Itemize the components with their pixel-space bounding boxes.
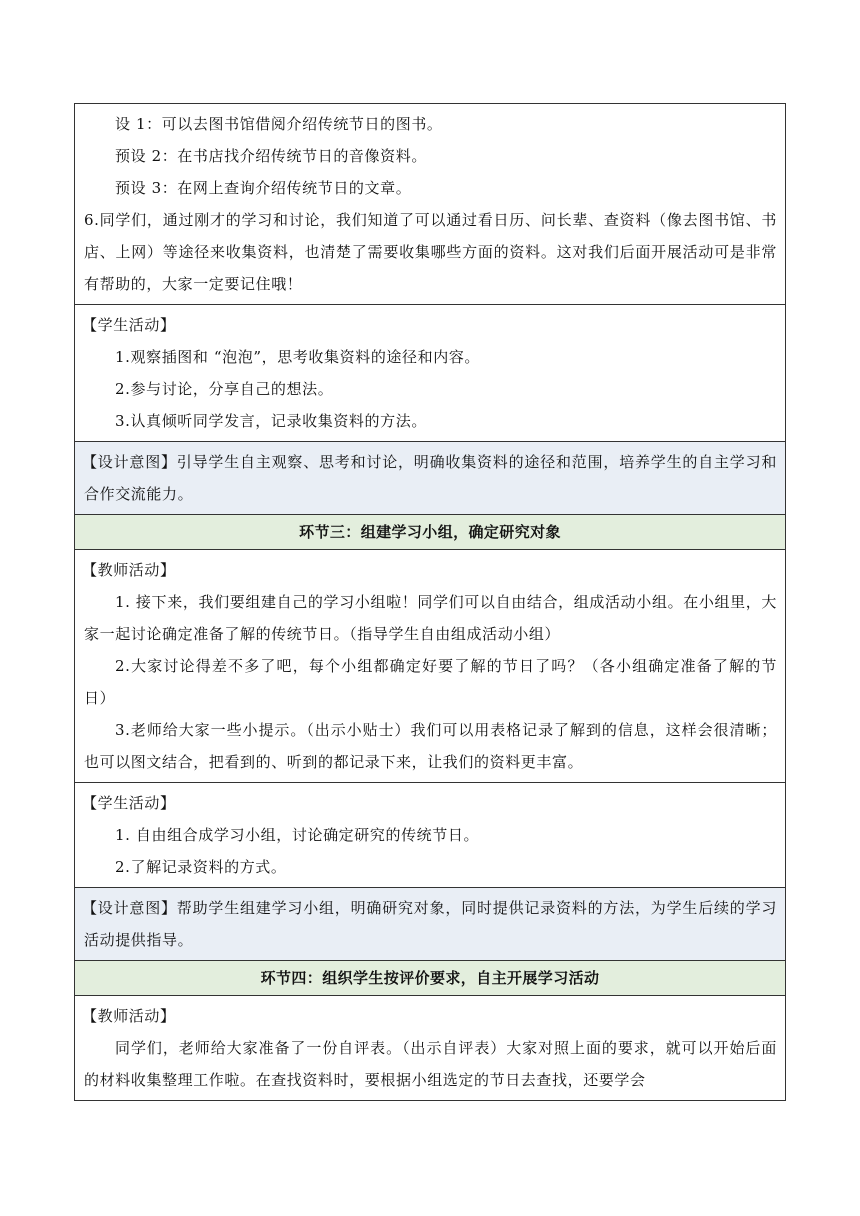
- student-activity-section-3: [75, 783, 785, 888]
- teacher-activity-section-4: [75, 996, 785, 1100]
- student-activity-title: 【学生活动】: [82, 316, 176, 334]
- teacher-activity-item: 同学们，老师给大家准备了一份自评表。（出示自评表）大家对照上面的要求，就可以开始后面的材料收集整理工作啦。在查找资料时，要根据小组选定的节日去查找，还要学会: [84, 1039, 777, 1089]
- student-activity-item: 1. 自由组合成学习小组，讨论确定研究的传统节日。: [115, 826, 480, 844]
- student-activity-item: 2.参与讨论，分享自己的想法。: [115, 380, 334, 398]
- stage-3-title: 环节三：组建学习小组，确定研究对象: [299, 523, 561, 541]
- preset-1: 设 1：可以去图书馆借阅介绍传统节日的图书。: [115, 115, 443, 133]
- stage-3-header: [75, 515, 785, 550]
- presets-section: [75, 104, 785, 305]
- student-activity-item: 2.了解记录资料的方式。: [115, 858, 287, 876]
- stage-4-header: [75, 961, 785, 996]
- preset-3: 预设 3：在网上查询介绍传统节日的文章。: [115, 179, 412, 197]
- design-intent-text: 【设计意图】引导学生自主观察、思考和讨论，明确收集资料的途径和范围，培养学生的自主学习和合作交流能力。: [82, 453, 777, 503]
- student-activity-item: 3.认真倾听同学发言，记录收集资料的方法。: [115, 412, 427, 430]
- teacher-activity-section-3: [75, 550, 785, 783]
- design-intent-text: 【设计意图】帮助学生组建学习小组，明确研究对象，同时提供记录资料的方法，为学生后续的学习活动提供指导。: [82, 899, 777, 949]
- teacher-activity-item: 2.大家讨论得差不多了吧，每个小组都确定好要了解的节日了吗？（各小组确定准备了解的节日）: [84, 657, 777, 707]
- stage-4-title: 环节四：组织学生按评价要求，自主开展学习活动: [260, 969, 600, 987]
- teacher-activity-item: 3.老师给大家一些小提示。（出示小贴士）我们可以用表格记录了解到的信息，这样会很清晰；也可以图文结合，把看到的、听到的都记录下来，让我们的资料更丰富。: [84, 721, 777, 771]
- lesson-plan-table: [74, 103, 786, 1101]
- teacher-activity-title: 【教师活动】: [82, 561, 176, 579]
- teacher-activity-title: 【教师活动】: [82, 1007, 176, 1025]
- design-intent-section-3: [75, 888, 785, 961]
- student-activity-item: 1.观察插图和 “泡泡”，思考收集资料的途径和内容。: [115, 348, 481, 366]
- student-activity-section-1: [75, 305, 785, 442]
- teacher-activity-item: 1. 接下来，我们要组建自己的学习小组啦！同学们可以自由结合，组成活动小组。在小组里，大家一起讨论确定准备了解的传统节日。（指导学生自由组成活动小组）: [84, 593, 777, 643]
- student-activity-title: 【学生活动】: [82, 794, 176, 812]
- teacher-summary-6: 6.同学们，通过刚才的学习和讨论，我们知道了可以通过看日历、问长辈、查资料（像去图书馆、书店、上网）等途径来收集资料，也清楚了需要收集哪些方面的资料。这对我们后面开展活动可是非常有帮助的，大家一定要记住哦！: [84, 211, 777, 293]
- design-intent-section-1: [75, 442, 785, 515]
- preset-2: 预设 2：在书店找介绍传统节日的音像资料。: [115, 147, 427, 165]
